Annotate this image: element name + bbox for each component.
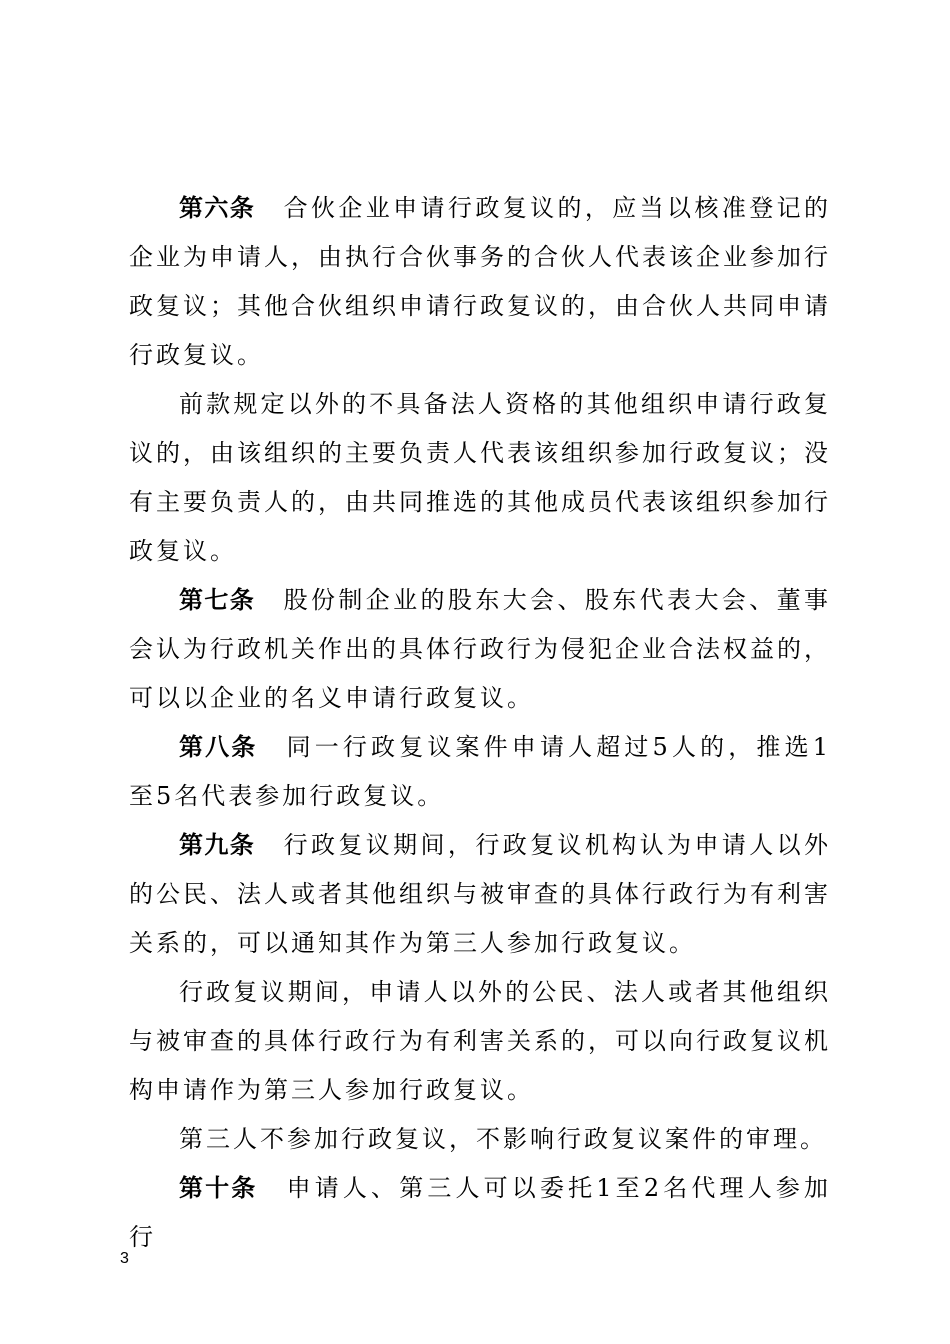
document-body xyxy=(129,184,831,1262)
paragraph-article-10 xyxy=(129,1164,831,1262)
article-label: 第七条 xyxy=(179,586,256,614)
paragraph-article-6 xyxy=(129,184,831,380)
paragraph-article-9 xyxy=(129,821,831,968)
paragraph-text: 行政复议期间，申请人以外的公民、法人或者其他组织与被审查的具体行政行为有利害关系的，可以向行政复议机构申请作为第三人参加行政复议。 xyxy=(129,978,831,1104)
paragraph-article-9-clause-3 xyxy=(129,1115,831,1164)
paragraph-article-8 xyxy=(129,723,831,821)
paragraph-text: 行政复议期间，行政复议机构认为申请人以外的公民、法人或者其他组织与被审查的具体行政行为有利害关系的，可以通知其作为第三人参加行政复议。 xyxy=(129,831,832,957)
paragraph-text: 股份制企业的股东大会、股东代表大会、董事会认为行政机关作出的具体行政行为侵犯企业合法权益的，可以以企业的名义申请行政复议。 xyxy=(129,586,832,712)
paragraph-text: 前款规定以外的不具备法人资格的其他组织申请行政复议的，由该组织的主要负责人代表该组织参加行政复议；没有主要负责人的，由共同推选的其他成员代表该组织参加行政复议。 xyxy=(129,390,831,565)
paragraph-text: 合伙企业申请行政复议的，应当以核准登记的企业为申请人，由执行合伙事务的合伙人代表该企业参加行政复议；其他合伙组织申请行政复议的，由合伙人共同申请行政复议。 xyxy=(129,194,832,369)
page-number: 3 xyxy=(120,1250,129,1267)
article-label: 第十条 xyxy=(179,1174,258,1202)
article-label: 第九条 xyxy=(179,831,256,859)
paragraph-article-7 xyxy=(129,576,831,723)
article-label: 第八条 xyxy=(179,733,258,761)
paragraph-text: 申请人、第三人可以委托1至2名代理人参加行 xyxy=(129,1174,831,1251)
paragraph-article-9-clause-2 xyxy=(129,968,831,1115)
paragraph-text: 同一行政复议案件申请人超过5人的，推选1至5名代表参加行政复议。 xyxy=(129,733,831,810)
article-label: 第六条 xyxy=(179,194,256,222)
paragraph-text: 第三人不参加行政复议，不影响行政复议案件的审理。 xyxy=(179,1125,827,1153)
paragraph-article-6-clause-2 xyxy=(129,380,831,576)
